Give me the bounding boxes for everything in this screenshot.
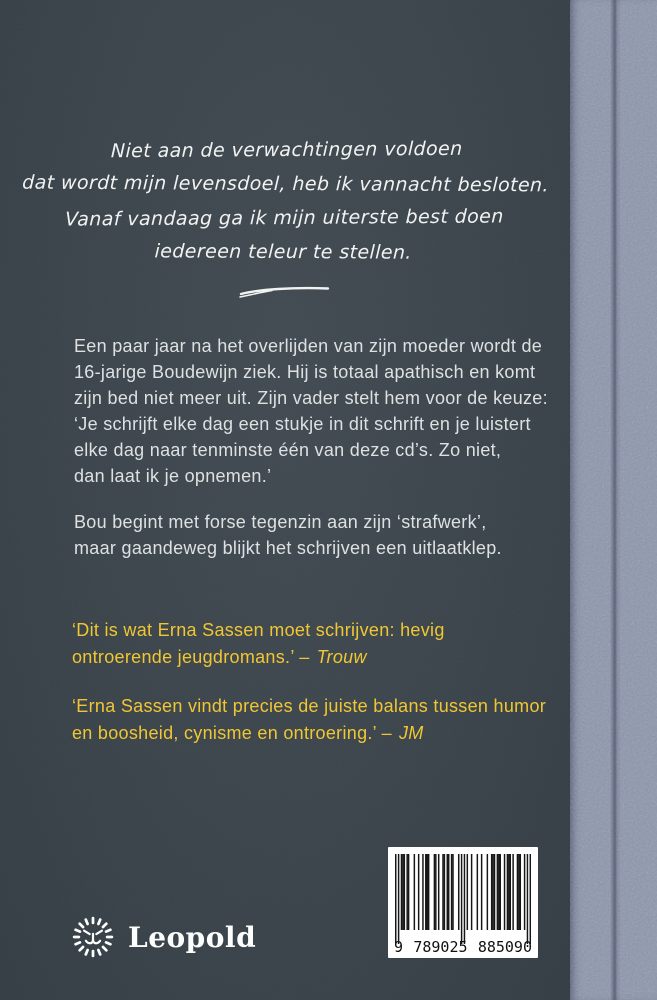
spine-groove (610, 0, 621, 1000)
press-quote-line: ‘Erna Sassen vindt precies de juiste balans tussen humor (72, 696, 547, 716)
handwritten-quote: Niet aan de verwachtingen voldoen dat wordt mijn levensdoel, heb ik vannacht besloten. Vanaf vandaag ga ik mijn uiterste best doen iedereen teleur te stellen. (21, 137, 550, 264)
barcode-digits: 9 789025 885090 (394, 938, 532, 956)
book-spine (570, 0, 657, 1000)
quote-source: Trouw (316, 647, 367, 667)
press-quote-jm (72, 693, 552, 747)
quote-source: JM (398, 723, 424, 743)
barcode-bars (395, 854, 531, 946)
publisher-name: Leopold (128, 920, 257, 954)
handwritten-divider (236, 281, 332, 301)
press-quote-trouw (72, 617, 552, 671)
press-quote-line: ‘Dit is wat Erna Sassen moet schrijven: hevig (72, 620, 445, 640)
synopsis-paragraph-2: Bou begint met forse tegenzin aan zijn ‘strafwerk’, maar gaandeweg blijkt het schrijven een uitlaatklep. (74, 512, 502, 558)
publisher-logo (71, 913, 256, 961)
press-quote-line: ontroerende jeugdromans.’ – Trouw (72, 647, 367, 667)
synopsis-paragraph-1: Een paar jaar na het overlijden van zijn moeder wordt de 16-jarige Boudewijn ziek. Hij is totaal apathisch en komt zijn bed niet meer uit. Zijn vader stelt hem voor de keuze: ‘Je schrijft elke dag een stukje in dit schrift en je luistert elke dag naar tenminste één van deze cd’s. Zo niet, dan laat ik je opnemen.’ (74, 336, 548, 486)
press-quote-line: en boosheid, cynisme en ontroering.’ – JM (72, 723, 424, 743)
leopold-lion-icon (71, 915, 115, 959)
barcode (388, 847, 538, 958)
